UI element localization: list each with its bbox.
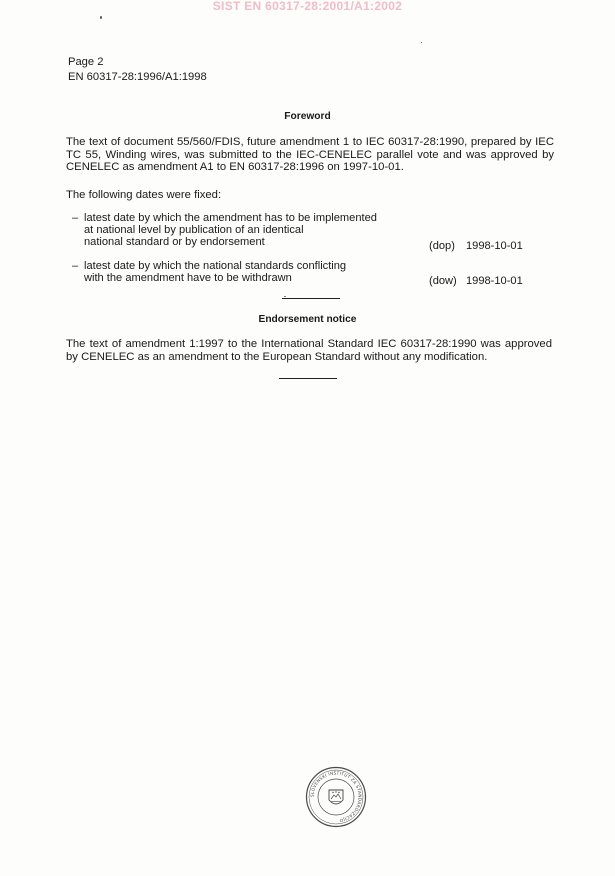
date-item-dop <box>72 212 414 249</box>
endorsement-title: Endorsement notice <box>258 314 357 325</box>
document-id: EN 60317-28:1996/A1:1998 <box>68 70 207 83</box>
scan-speck <box>100 16 102 19</box>
scan-speck <box>421 42 422 43</box>
date-item-text-line: with the amendment have to be withdrawn <box>84 272 292 285</box>
list-dash: – <box>72 260 79 272</box>
official-seal-stamp <box>305 766 367 828</box>
list-dash: – <box>72 212 79 224</box>
date-value-dop: 1998-10-01 <box>466 240 523 252</box>
date-value-dow: 1998-10-01 <box>466 275 523 287</box>
page-header <box>68 55 207 84</box>
mountain-icon <box>331 794 341 799</box>
foreword-paragraph: The text of document 55/560/FDIS, future amendment 1 to IEC 60317-28:1990, prepared by IEC TC 55, Winding wires, was submitted to the IEC-CENELEC parallel vote and was approved by CENELEC as amendment A1 to EN 60317-28:1996 on 1997-10-01. <box>66 136 554 174</box>
foreword-title: Foreword <box>284 111 331 122</box>
watermark: SIST EN 60317-28:2001/A1:2002 <box>212 0 403 13</box>
endorsement-paragraph: The text of amendment 1:1997 to the International Standard IEC 60317-28:1990 was approved by CENELEC as an amendment to the European Standard without any modification. <box>66 338 552 363</box>
seal-text: SLOVENSKI INŠTITUT ZA STANDARDIZACIJO <box>309 770 363 824</box>
date-item-text-line: national standard or by endorsement <box>84 236 265 249</box>
date-item-text-line: latest date by which the amendment has to be implemented <box>84 212 377 224</box>
scan-speck <box>284 296 286 297</box>
dates-intro: The following dates were fixed: <box>66 189 222 201</box>
section-divider <box>282 298 340 299</box>
date-item-dow <box>72 260 414 284</box>
date-code-dop: (dop) <box>429 240 455 252</box>
page-number: Page 2 <box>68 56 104 68</box>
date-code-dow: (dow) <box>429 275 457 287</box>
date-item-text-line: at national level by publication of an identical <box>84 224 304 237</box>
section-divider <box>279 378 337 379</box>
date-item-text-line: latest date by which the national standards conflicting <box>84 260 347 272</box>
